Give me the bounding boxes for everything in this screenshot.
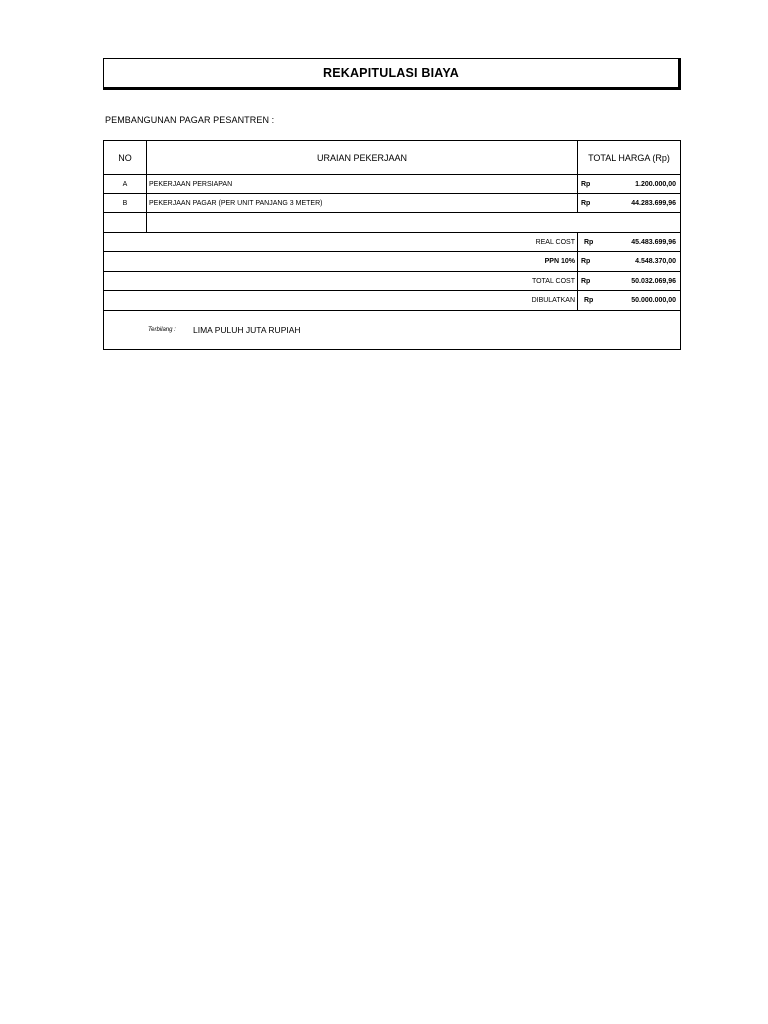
row-number: A xyxy=(104,175,147,193)
summary-amount: 4.548.370,00 xyxy=(635,258,676,265)
amount-in-words-label: Terbilang : xyxy=(148,327,176,333)
project-name: PEMBANGUNAN PAGAR PESANTREN : xyxy=(105,115,275,125)
summary-currency: Rp xyxy=(584,297,594,304)
summary-amount: 50.032.069,96 xyxy=(631,277,676,285)
summary-label: REAL COST xyxy=(104,233,578,251)
row-amount: 44.283.699,96 xyxy=(631,199,676,207)
amount-in-words-row xyxy=(104,311,680,349)
row-description: PEKERJAAN PAGAR (PER UNIT PANJANG 3 METER) xyxy=(147,194,578,212)
summary-label: TOTAL COST xyxy=(104,272,578,290)
row-currency: Rp xyxy=(581,180,591,188)
table-header-row xyxy=(104,141,680,175)
document-title xyxy=(103,58,681,90)
cost-recap-table xyxy=(103,140,681,350)
header-description: URAIAN PEKERJAAN xyxy=(147,141,578,174)
summary-amount: 45.483.699,96 xyxy=(631,238,676,246)
summary-currency: Rp xyxy=(584,238,594,246)
empty-cell xyxy=(147,213,578,232)
row-description: PEKERJAAN PERSIAPAN xyxy=(147,175,578,193)
table-row xyxy=(104,175,680,194)
table-row xyxy=(104,194,680,213)
title-text: REKAPITULASI BIAYA xyxy=(322,66,460,80)
summary-row-ppn xyxy=(104,252,680,272)
summary-currency: Rp xyxy=(581,258,591,265)
summary-label: DIBULATKAN xyxy=(104,291,578,310)
amount-in-words-value: LIMA PULUH JUTA RUPIAH xyxy=(193,325,301,335)
summary-row-real-cost xyxy=(104,233,680,252)
summary-row-rounded xyxy=(104,291,680,311)
row-currency: Rp xyxy=(581,199,591,207)
row-number: B xyxy=(104,194,147,212)
table-row-empty xyxy=(104,213,680,233)
summary-label: PPN 10% xyxy=(104,252,578,271)
summary-currency: Rp xyxy=(581,277,591,285)
empty-cell xyxy=(104,213,147,232)
header-no: NO xyxy=(104,141,147,174)
header-total-price: TOTAL HARGA (Rp) xyxy=(588,152,670,163)
summary-amount: 50.000.000,00 xyxy=(631,297,676,304)
summary-row-total-cost xyxy=(104,272,680,291)
row-amount: 1.200.000,00 xyxy=(635,180,676,188)
